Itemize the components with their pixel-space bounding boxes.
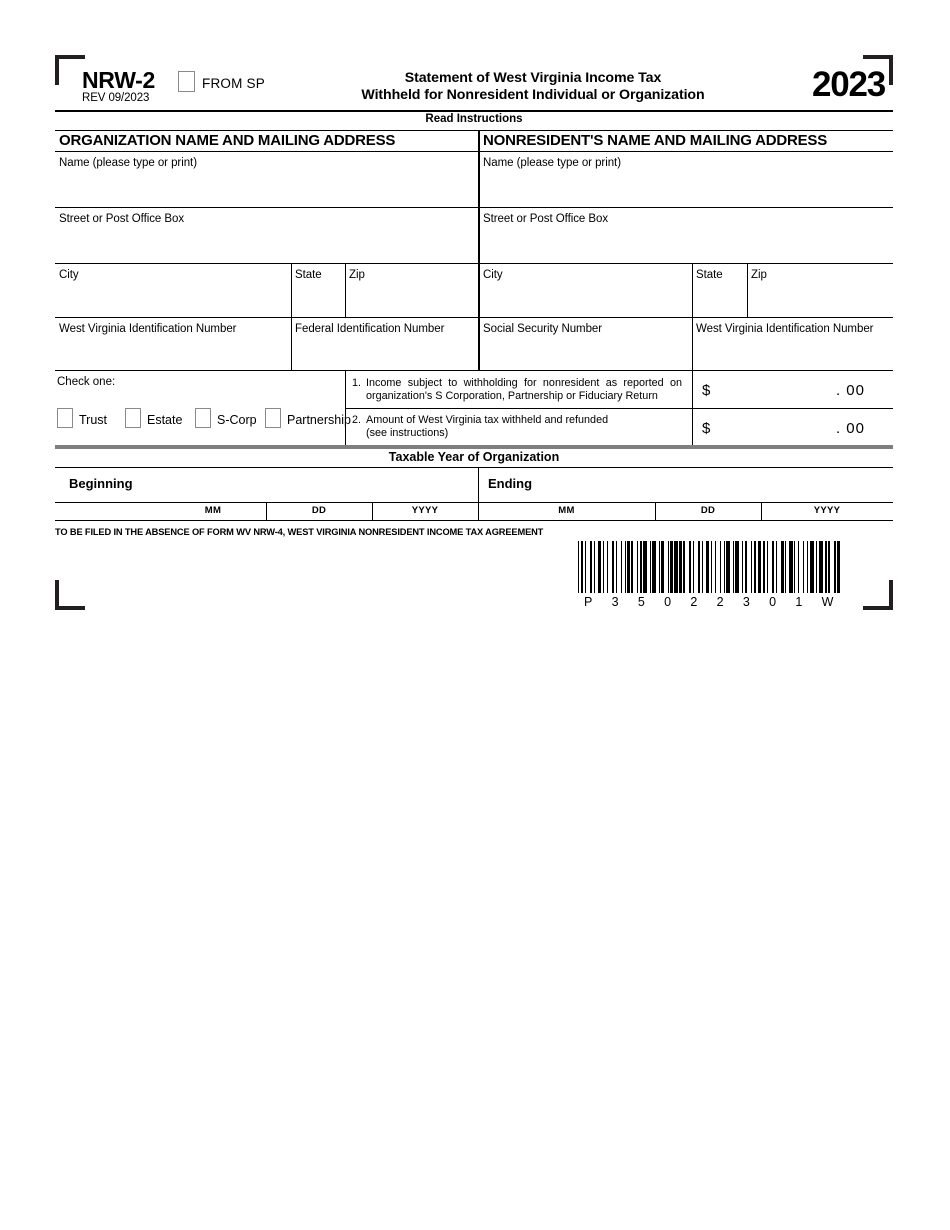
page-title (313, 70, 753, 103)
label-beginning: Beginning (69, 476, 133, 491)
row-name (55, 152, 893, 208)
label-ssn: Social Security Number (483, 323, 603, 335)
row-identification-numbers (55, 318, 893, 371)
line-1-cents: . 00 (835, 382, 865, 399)
form-title-line-1: Statement of West Virginia Income Tax (404, 70, 662, 86)
line-1-currency-symbol: $ (702, 382, 711, 399)
label-org-street: Street or Post Office Box (59, 213, 185, 225)
ending-mm[interactable]: MM (558, 505, 575, 516)
from-sp-label: FROM SP (202, 76, 265, 91)
line-2-text-line-2: (see instructions) (366, 427, 449, 439)
checkbox-option-estate[interactable] (125, 408, 182, 428)
barcode-bars (578, 541, 840, 593)
read-instructions-note: Read Instructions (425, 113, 523, 125)
label-nonresident-state: State (696, 269, 723, 281)
section-header-nonresident: NONRESIDENT'S NAME AND MAILING ADDRESS (483, 132, 828, 149)
section-header-organization: ORGANIZATION NAME AND MAILING ADDRESS (59, 132, 396, 149)
s-corp-checkbox[interactable] (195, 408, 211, 428)
label-org-state: State (295, 269, 322, 281)
partnership-checkbox[interactable] (265, 408, 281, 428)
beginning-dd[interactable]: DD (311, 505, 327, 516)
line-2-currency-symbol: $ (702, 420, 711, 437)
ending-yyyy[interactable]: YYYY (813, 505, 841, 516)
form-header (55, 62, 893, 110)
check-one-title: Check one: (57, 376, 116, 388)
checkbox-option-s-corp[interactable] (195, 408, 257, 428)
ending-dd[interactable]: DD (700, 505, 716, 516)
partnership-label: Partnership (287, 413, 351, 427)
trust-checkbox[interactable] (57, 408, 73, 428)
form-barcode (578, 541, 840, 609)
line-item-2 (352, 414, 682, 440)
form-title-line-2: Withheld for Nonresident Individual or Organization (361, 86, 705, 103)
section-header-band (55, 130, 893, 152)
label-nonresident-city: City (483, 269, 503, 281)
estate-label: Estate (147, 413, 183, 427)
beginning-mm[interactable]: MM (204, 505, 222, 516)
estate-checkbox[interactable] (125, 408, 141, 428)
line-item-1 (352, 377, 682, 403)
taxable-year-title: Taxable Year of Organization (55, 449, 893, 468)
label-nonresident-street: Street or Post Office Box (483, 213, 609, 225)
from-sp-checkbox[interactable] (178, 71, 195, 92)
trust-label: Trust (79, 413, 108, 427)
checkbox-option-partnership[interactable] (265, 408, 351, 428)
taxable-year-period-row (55, 468, 893, 503)
line-2-number: 2. (352, 414, 362, 426)
label-org-zip: Zip (349, 269, 365, 281)
label-nonresident-wv-id: West Virginia Identification Number (696, 323, 874, 335)
label-org-wv-id: West Virginia Identification Number (59, 323, 237, 335)
tax-year: 2023 (811, 65, 885, 104)
check-one-and-amounts (55, 371, 893, 445)
row-city-state-zip (55, 264, 893, 318)
header-divider (55, 110, 893, 112)
s-corp-label: S-Corp (217, 413, 257, 427)
label-org-name: Name (please type or print) (59, 157, 197, 169)
label-nonresident-zip: Zip (751, 269, 767, 281)
checkbox-option-trust[interactable] (57, 408, 107, 428)
line-2-cents: . 00 (835, 420, 865, 437)
filing-footnote: TO BE FILED IN THE ABSENCE OF FORM WV NRW-4, WEST VIRGINIA NONRESIDENT INCOME TAX AGREEMENT (55, 527, 544, 537)
corner-mark-bottom-right (863, 580, 893, 610)
form-body (55, 130, 893, 521)
form-revision: REV 09/2023 (82, 92, 150, 104)
label-org-city: City (59, 269, 79, 281)
barcode-digits: P 3 5 0 2 2 3 0 1 W (584, 595, 834, 609)
corner-mark-bottom-left (55, 580, 85, 610)
label-federal-id: Federal Identification Number (295, 323, 445, 335)
label-nonresident-name: Name (please type or print) (483, 157, 621, 169)
line-2-text-line-1: Amount of West Virginia tax withheld and refunded (366, 414, 609, 426)
label-ending: Ending (488, 476, 533, 491)
taxable-year-date-cells (55, 503, 893, 521)
form-number: NRW-2 (82, 67, 156, 93)
line-1-text: Income subject to withholding for nonresident as reported on organization's S Corporation, Partnership or Fiduciary Return (366, 377, 682, 402)
row-street (55, 208, 893, 264)
beginning-yyyy[interactable]: YYYY (411, 505, 439, 516)
line-1-number: 1. (352, 377, 362, 389)
